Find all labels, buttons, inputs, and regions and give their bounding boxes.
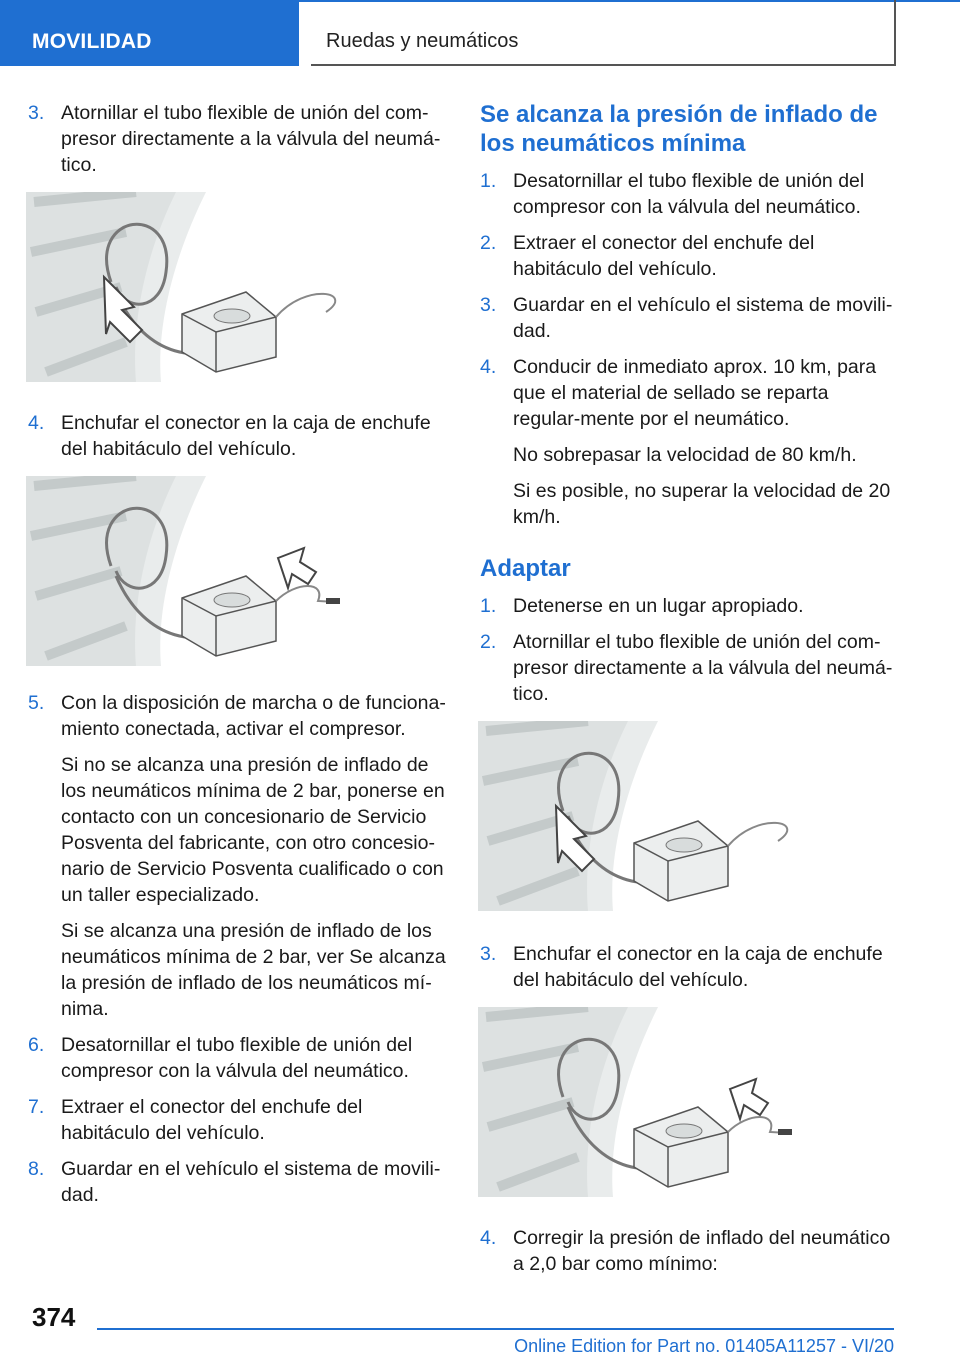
step-item [480, 941, 900, 993]
step-text: Enchufar el conector en la caja de enchufe del habitáculo del vehículo. [513, 943, 883, 991]
figure-compressor-plug [478, 1007, 898, 1197]
step-text: Guardar en el vehículo el sistema de movili-dad. [513, 294, 893, 342]
step-number: 4. [28, 412, 45, 434]
step-note: Si es posible, no superar la velocidad de 20 km/h. [513, 480, 891, 528]
step-item [28, 410, 448, 462]
step-list [480, 941, 900, 993]
step-item [28, 690, 448, 1022]
left-column [28, 100, 448, 1218]
step-text: Desatornillar el tubo flexible de unión del compresor con la válvula del neumático. [513, 170, 865, 218]
section-heading-adaptar: Adaptar [480, 555, 571, 582]
step-item [480, 168, 900, 220]
step-text: Corregir la presión de inflado del neumático a 2,0 bar como mínimo: [513, 1227, 891, 1275]
step-item [480, 593, 900, 619]
step-text: Desatornillar el tubo flexible de unión del compresor con la válvula del neumático. [61, 1034, 413, 1082]
step-text: Guardar en el vehículo el sistema de movili-dad. [61, 1158, 441, 1206]
section-tab[interactable]: MOVILIDAD [0, 0, 299, 66]
section-heading-min-pressure: Se alcanza la presión de inflado de los neumáticos mínima [480, 101, 878, 157]
step-text: Con la disposición de marcha o de funciona-miento conectada, activar el compresor. [61, 692, 446, 740]
figure-compressor-plug [26, 476, 446, 666]
step-item [480, 292, 900, 344]
page-number: 374 [32, 1302, 76, 1332]
step-number: 3. [480, 943, 497, 965]
step-number: 1. [480, 170, 497, 192]
step-text: Atornillar el tubo flexible de unión del com-presor directamente a la válvula del neumá-tico. [513, 631, 893, 705]
step-list [28, 100, 448, 178]
step-item [28, 100, 448, 178]
figure-compressor-valve [478, 721, 898, 911]
step-text: Extraer el conector del enchufe del habitáculo del vehículo. [61, 1096, 363, 1144]
step-number: 2. [480, 232, 497, 254]
step-number: 1. [480, 595, 497, 617]
step-text: Extraer el conector del enchufe del habitáculo del vehículo. [513, 232, 815, 280]
step-list [480, 1225, 900, 1277]
footer-edition: Online Edition for Part no. 01405A11257 - VI/20 [514, 1336, 894, 1356]
step-number: 8. [28, 1158, 45, 1180]
step-number: 5. [28, 692, 45, 714]
step-item [480, 1225, 900, 1277]
step-number: 7. [28, 1096, 45, 1118]
step-number: 4. [480, 1227, 497, 1249]
step-note: No sobrepasar la velocidad de 80 km/h. [513, 444, 857, 466]
step-item [480, 629, 900, 707]
step-note: Si se alcanza una presión de inflado de los neumáticos mínima de 2 bar, ver Se alcanza la presión de inflado de los neumáticos mí-nima. [61, 920, 446, 1020]
step-list [480, 168, 900, 530]
step-item [28, 1156, 448, 1208]
step-list [480, 593, 900, 707]
step-text: Enchufar el conector en la caja de enchufe del habitáculo del vehículo. [61, 412, 431, 460]
page-header [0, 0, 960, 66]
step-number: 6. [28, 1034, 45, 1056]
step-list [28, 410, 448, 462]
step-item [28, 1094, 448, 1146]
step-text: Conducir de inmediato aprox. 10 km, para que el material de sellado se reparta regular-mente por el neumático. [513, 356, 877, 430]
step-note: Si no se alcanza una presión de inflado de los neumáticos mínima de 2 bar, ponerse en contacto con un concesionario de Servicio Posventa del fabricante, con otro concesio-nario de Servicio Posventa cualificado o con un taller especializado. [61, 754, 445, 906]
step-list [28, 690, 448, 1208]
right-column [480, 100, 900, 1287]
step-item [28, 1032, 448, 1084]
chapter-title: Ruedas y neumáticos [311, 0, 896, 66]
step-item [480, 230, 900, 282]
footer-rule [97, 1328, 894, 1330]
step-text: Atornillar el tubo flexible de unión del com-presor directamente a la válvula del neumá-tico. [61, 102, 441, 176]
step-item [480, 354, 900, 530]
step-number: 3. [480, 294, 497, 316]
step-number: 2. [480, 631, 497, 653]
step-number: 4. [480, 356, 497, 378]
step-text: Detenerse en un lugar apropiado. [513, 595, 804, 617]
figure-compressor-valve [26, 192, 446, 382]
step-number: 3. [28, 102, 45, 124]
